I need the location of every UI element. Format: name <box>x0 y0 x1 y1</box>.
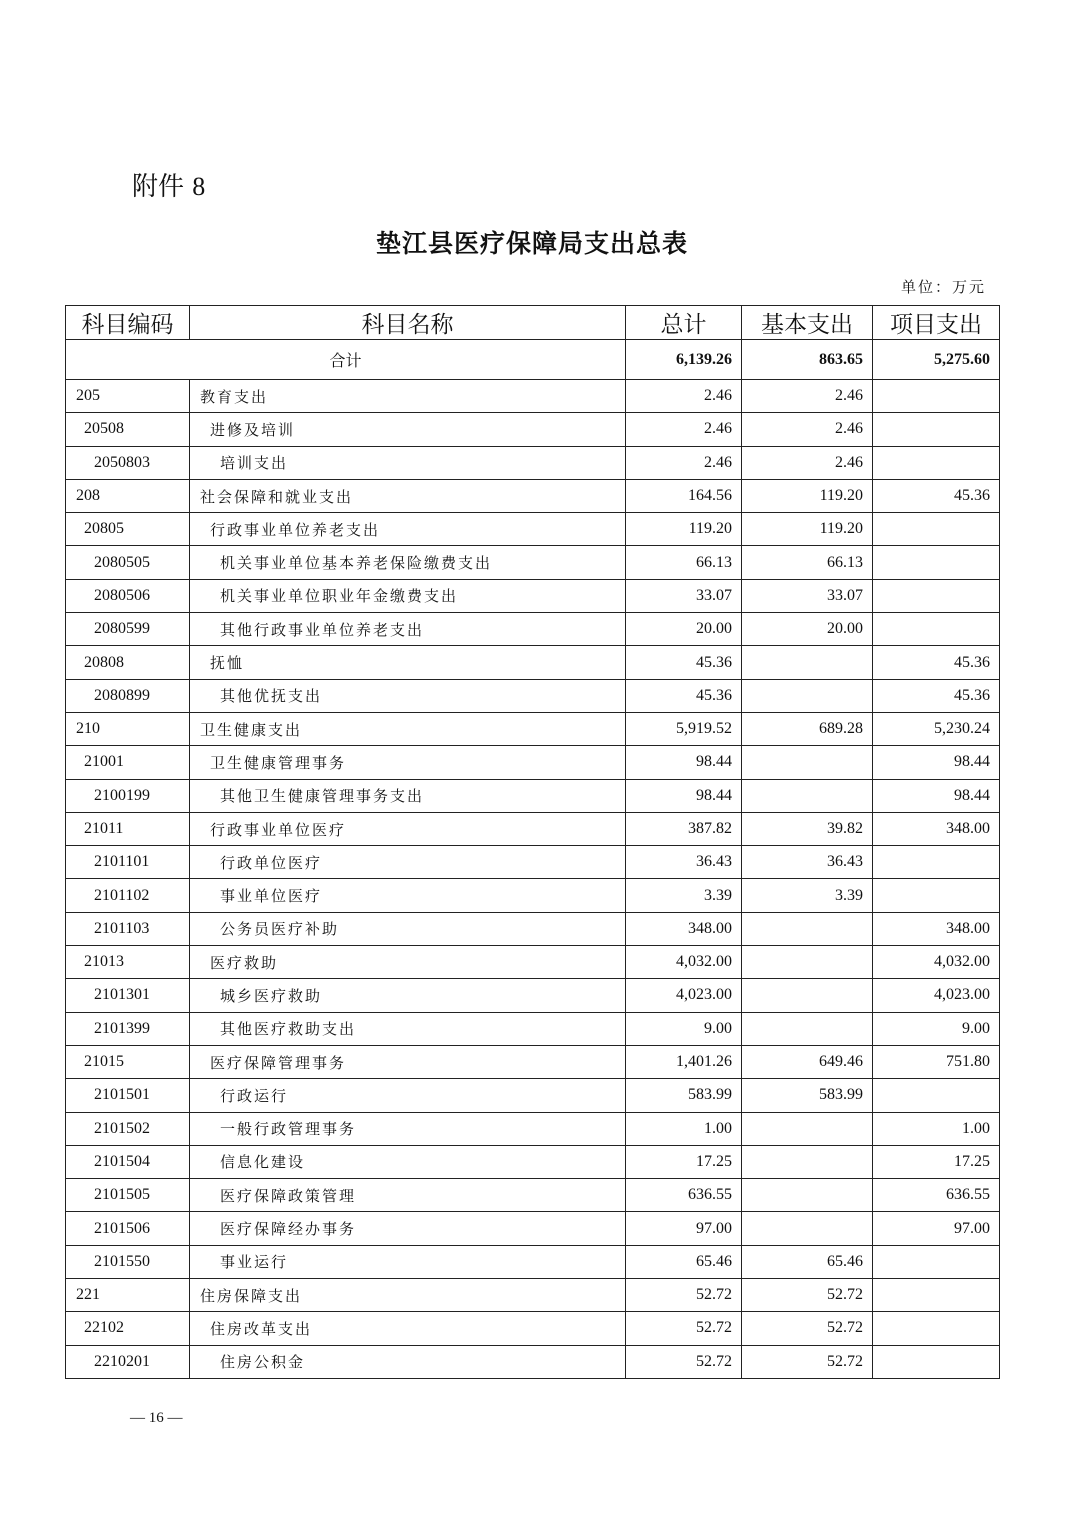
header-project: 项目支出 <box>873 306 1000 340</box>
table-row <box>66 1212 1000 1245</box>
cell-basic: 52.72 <box>742 1345 873 1378</box>
cell-code: 2101501 <box>66 1079 190 1112</box>
cell-total: 17.25 <box>626 1145 742 1178</box>
header-basic: 基本支出 <box>742 306 873 340</box>
cell-basic <box>742 912 873 945</box>
cell-total: 636.55 <box>626 1179 742 1212</box>
table-row <box>66 1279 1000 1312</box>
document-title: 垫江县医疗保障局支出总表 <box>375 229 688 258</box>
cell-name: 信息化建设 <box>190 1145 626 1178</box>
cell-basic <box>742 1145 873 1178</box>
cell-project <box>873 446 1000 479</box>
cell-code: 210 <box>66 712 190 745</box>
cell-code: 20508 <box>66 413 190 446</box>
cell-total: 2.46 <box>626 413 742 446</box>
cell-project <box>873 413 1000 446</box>
cell-project: 9.00 <box>873 1012 1000 1045</box>
table-row <box>66 812 1000 845</box>
cell-basic: 583.99 <box>742 1079 873 1112</box>
cell-code: 2210201 <box>66 1345 190 1378</box>
cell-basic: 20.00 <box>742 613 873 646</box>
cell-total: 66.13 <box>626 546 742 579</box>
cell-project: 1.00 <box>873 1112 1000 1145</box>
cell-basic <box>742 1112 873 1145</box>
cell-code: 2080599 <box>66 613 190 646</box>
cell-project <box>873 513 1000 546</box>
total-total: 6,139.26 <box>626 340 742 380</box>
cell-name: 卫生健康管理事务 <box>190 746 626 779</box>
cell-name: 住房保障支出 <box>190 1279 626 1312</box>
cell-basic: 33.07 <box>742 579 873 612</box>
table-row <box>66 779 1000 812</box>
table-row <box>66 446 1000 479</box>
cell-basic <box>742 1179 873 1212</box>
cell-code: 2101550 <box>66 1245 190 1278</box>
cell-total: 52.72 <box>626 1279 742 1312</box>
total-basic: 863.65 <box>742 340 873 380</box>
cell-project: 348.00 <box>873 912 1000 945</box>
cell-basic: 65.46 <box>742 1245 873 1278</box>
table-row <box>66 1345 1000 1378</box>
cell-project: 4,023.00 <box>873 979 1000 1012</box>
cell-total: 5,919.52 <box>626 712 742 745</box>
cell-total: 1,401.26 <box>626 1045 742 1078</box>
cell-name: 进修及培训 <box>190 413 626 446</box>
table-row <box>66 679 1000 712</box>
cell-basic <box>742 1012 873 1045</box>
attachment-label <box>132 166 205 203</box>
cell-name: 城乡医疗救助 <box>190 979 626 1012</box>
cell-project <box>873 613 1000 646</box>
cell-basic <box>742 679 873 712</box>
attachment-number: 8 <box>192 172 206 201</box>
page-number: — 16 — <box>130 1410 183 1426</box>
cell-basic <box>742 746 873 779</box>
cell-basic: 3.39 <box>742 879 873 912</box>
cell-code: 2101102 <box>66 879 190 912</box>
cell-basic: 2.46 <box>742 413 873 446</box>
cell-total: 2.46 <box>626 446 742 479</box>
cell-project: 17.25 <box>873 1145 1000 1178</box>
cell-name: 机关事业单位基本养老保险缴费支出 <box>190 546 626 579</box>
cell-project <box>873 1279 1000 1312</box>
cell-code: 21013 <box>66 946 190 979</box>
table-row <box>66 413 1000 446</box>
header-name: 科目名称 <box>190 306 626 340</box>
cell-basic: 649.46 <box>742 1045 873 1078</box>
cell-name: 卫生健康支出 <box>190 712 626 745</box>
cell-total: 3.39 <box>626 879 742 912</box>
cell-project <box>873 380 1000 413</box>
cell-basic: 689.28 <box>742 712 873 745</box>
attachment-text: 附件 <box>132 172 185 202</box>
cell-project: 4,032.00 <box>873 946 1000 979</box>
cell-name: 医疗保障经办事务 <box>190 1212 626 1245</box>
cell-name: 住房公积金 <box>190 1345 626 1378</box>
cell-project <box>873 546 1000 579</box>
cell-total: 348.00 <box>626 912 742 945</box>
cell-project <box>873 1345 1000 1378</box>
cell-name: 其他行政事业单位养老支出 <box>190 613 626 646</box>
cell-name: 培训支出 <box>190 446 626 479</box>
cell-total: 583.99 <box>626 1079 742 1112</box>
cell-name: 行政单位医疗 <box>190 846 626 879</box>
cell-name: 公务员医疗补助 <box>190 912 626 945</box>
cell-code: 2101502 <box>66 1112 190 1145</box>
cell-basic: 119.20 <box>742 513 873 546</box>
cell-project: 45.36 <box>873 479 1000 512</box>
cell-code: 2050803 <box>66 446 190 479</box>
cell-code: 2080899 <box>66 679 190 712</box>
cell-name: 其他优抚支出 <box>190 679 626 712</box>
table-row <box>66 1012 1000 1045</box>
cell-code: 205 <box>66 380 190 413</box>
cell-project: 5,230.24 <box>873 712 1000 745</box>
table-row <box>66 712 1000 745</box>
cell-total: 45.36 <box>626 646 742 679</box>
cell-code: 221 <box>66 1279 190 1312</box>
cell-project: 97.00 <box>873 1212 1000 1245</box>
cell-basic: 52.72 <box>742 1279 873 1312</box>
table-row <box>66 646 1000 679</box>
cell-project: 98.44 <box>873 746 1000 779</box>
unit-label: 单位：万元 <box>900 278 986 296</box>
cell-basic: 39.82 <box>742 812 873 845</box>
cell-total: 9.00 <box>626 1012 742 1045</box>
expenditure-table <box>65 305 1000 1379</box>
cell-project: 98.44 <box>873 779 1000 812</box>
cell-project <box>873 879 1000 912</box>
cell-name: 教育支出 <box>190 380 626 413</box>
cell-basic: 2.46 <box>742 446 873 479</box>
cell-name: 其他医疗救助支出 <box>190 1012 626 1045</box>
table-row <box>66 946 1000 979</box>
cell-project: 45.36 <box>873 646 1000 679</box>
table-row <box>66 1312 1000 1345</box>
table-row <box>66 1045 1000 1078</box>
cell-project: 348.00 <box>873 812 1000 845</box>
cell-name: 行政事业单位养老支出 <box>190 513 626 546</box>
cell-name: 抚恤 <box>190 646 626 679</box>
table-row <box>66 1245 1000 1278</box>
cell-total: 4,023.00 <box>626 979 742 1012</box>
cell-name: 事业单位医疗 <box>190 879 626 912</box>
cell-code: 2101103 <box>66 912 190 945</box>
table-row <box>66 879 1000 912</box>
table-row <box>66 546 1000 579</box>
total-project: 5,275.60 <box>873 340 1000 380</box>
cell-total: 45.36 <box>626 679 742 712</box>
cell-basic: 36.43 <box>742 846 873 879</box>
table-row <box>66 912 1000 945</box>
table-row <box>66 1179 1000 1212</box>
cell-total: 36.43 <box>626 846 742 879</box>
table-row <box>66 479 1000 512</box>
cell-code: 21015 <box>66 1045 190 1078</box>
cell-basic <box>742 979 873 1012</box>
cell-project <box>873 1312 1000 1345</box>
cell-total: 164.56 <box>626 479 742 512</box>
cell-code: 2080506 <box>66 579 190 612</box>
cell-code: 2101504 <box>66 1145 190 1178</box>
table-row <box>66 513 1000 546</box>
cell-name: 其他卫生健康管理事务支出 <box>190 779 626 812</box>
header-total: 总计 <box>626 306 742 340</box>
header-row <box>66 306 1000 340</box>
cell-project <box>873 846 1000 879</box>
cell-project <box>873 1245 1000 1278</box>
cell-name: 事业运行 <box>190 1245 626 1278</box>
cell-total: 98.44 <box>626 746 742 779</box>
table-row <box>66 579 1000 612</box>
cell-code: 21011 <box>66 812 190 845</box>
cell-project: 45.36 <box>873 679 1000 712</box>
header-code: 科目编码 <box>66 306 190 340</box>
cell-total: 33.07 <box>626 579 742 612</box>
cell-code: 2101301 <box>66 979 190 1012</box>
table-row <box>66 1079 1000 1112</box>
cell-name: 机关事业单位职业年金缴费支出 <box>190 579 626 612</box>
cell-code: 20808 <box>66 646 190 679</box>
cell-basic <box>742 946 873 979</box>
cell-total: 52.72 <box>626 1312 742 1345</box>
cell-project <box>873 1079 1000 1112</box>
cell-name: 住房改革支出 <box>190 1312 626 1345</box>
cell-name: 社会保障和就业支出 <box>190 479 626 512</box>
cell-code: 22102 <box>66 1312 190 1345</box>
cell-code: 2101101 <box>66 846 190 879</box>
cell-project: 636.55 <box>873 1179 1000 1212</box>
cell-name: 医疗保障政策管理 <box>190 1179 626 1212</box>
total-label: 合计 <box>66 340 626 380</box>
table-row <box>66 380 1000 413</box>
cell-code: 2101399 <box>66 1012 190 1045</box>
cell-basic <box>742 646 873 679</box>
cell-code: 21001 <box>66 746 190 779</box>
table-row <box>66 846 1000 879</box>
cell-name: 医疗保障管理事务 <box>190 1045 626 1078</box>
cell-basic: 119.20 <box>742 479 873 512</box>
total-row <box>66 340 1000 380</box>
cell-project: 751.80 <box>873 1045 1000 1078</box>
cell-total: 52.72 <box>626 1345 742 1378</box>
cell-total: 4,032.00 <box>626 946 742 979</box>
cell-name: 一般行政管理事务 <box>190 1112 626 1145</box>
cell-name: 行政运行 <box>190 1079 626 1112</box>
cell-code: 2080505 <box>66 546 190 579</box>
cell-basic <box>742 1212 873 1245</box>
cell-code: 20805 <box>66 513 190 546</box>
cell-total: 20.00 <box>626 613 742 646</box>
cell-basic <box>742 779 873 812</box>
table-row <box>66 1145 1000 1178</box>
cell-code: 2101506 <box>66 1212 190 1245</box>
cell-name: 医疗救助 <box>190 946 626 979</box>
cell-basic: 66.13 <box>742 546 873 579</box>
table-row <box>66 746 1000 779</box>
cell-basic: 2.46 <box>742 380 873 413</box>
cell-total: 98.44 <box>626 779 742 812</box>
table-row <box>66 613 1000 646</box>
cell-code: 208 <box>66 479 190 512</box>
table-row <box>66 1112 1000 1145</box>
cell-code: 2101505 <box>66 1179 190 1212</box>
cell-code: 2100199 <box>66 779 190 812</box>
cell-total: 97.00 <box>626 1212 742 1245</box>
cell-project <box>873 579 1000 612</box>
cell-total: 119.20 <box>626 513 742 546</box>
cell-total: 2.46 <box>626 380 742 413</box>
cell-total: 1.00 <box>626 1112 742 1145</box>
cell-total: 387.82 <box>626 812 742 845</box>
cell-total: 65.46 <box>626 1245 742 1278</box>
cell-basic: 52.72 <box>742 1312 873 1345</box>
cell-name: 行政事业单位医疗 <box>190 812 626 845</box>
table-row <box>66 979 1000 1012</box>
